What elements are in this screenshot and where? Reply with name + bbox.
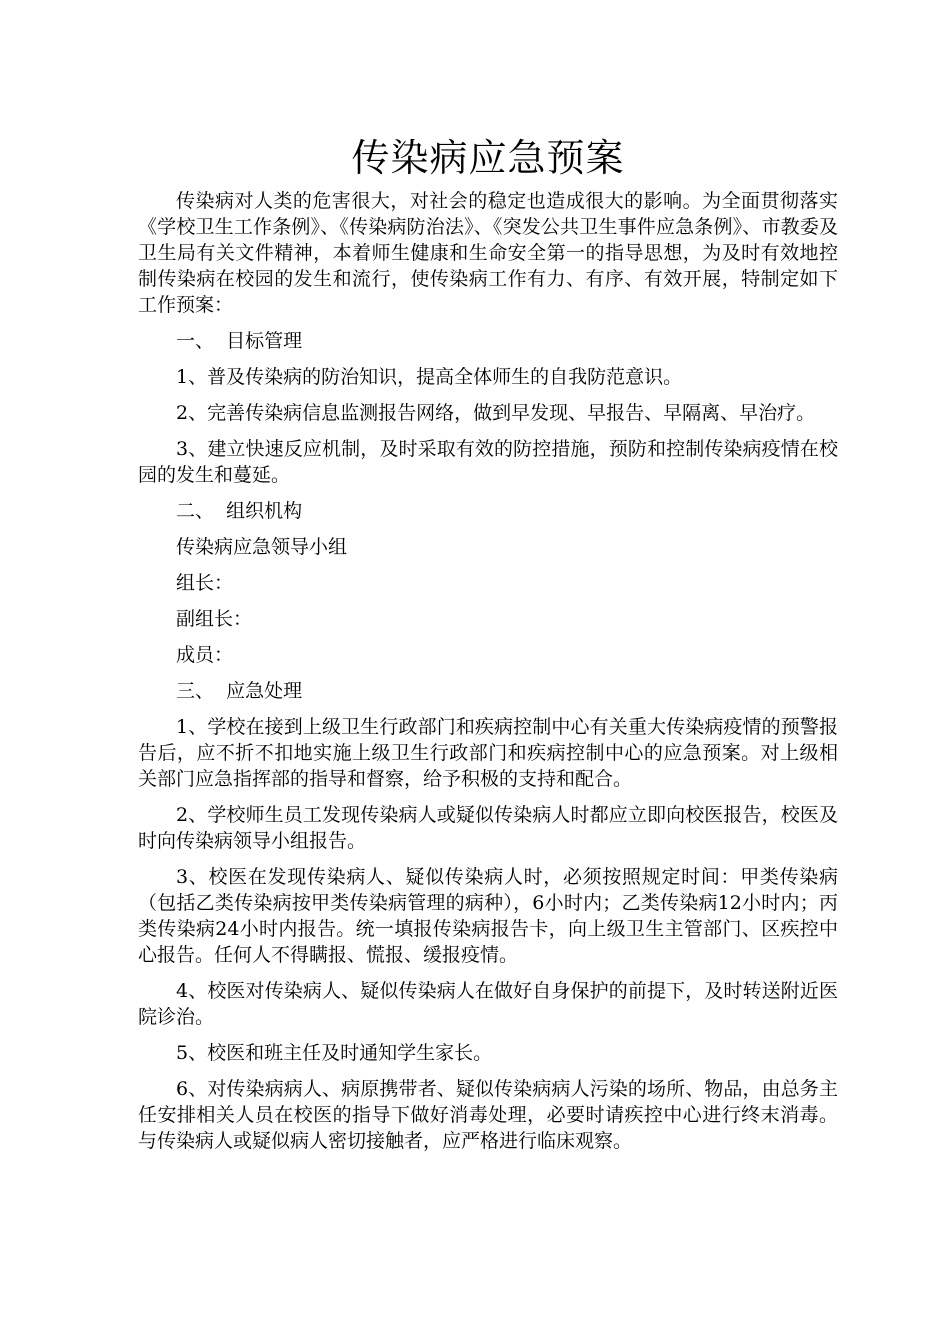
emergency-item-5: 5、校医和班主任及时通知学生家长。 [176,1042,493,1064]
deputy-leader-line: 副组长： [176,608,253,630]
intro-paragraph: 传染病对人类的危害很大，对社会的稳定也造成很大的影响。为全面贯彻落实《学校卫生工作条例》、《传染病防治法》、《突发公共卫生事件应急条例》、市教委及卫生局有关文件精神，本着师生健康和生命安全第一的指导思想，为及时有效地控制传染病在校园的发生和流行，使传染病工作有力、有序、有效开展，特制定如下工作预案： [138,190,838,316]
emergency-item-6: 6、对传染病病人、病原携带者、疑似传染病病人污染的场所、物品，由总务主任安排相关人员在校医的指导下做好消毒处理，必要时请疾控中心进行终末消毒。与传染病人或疑似病人密切接触者，应严格进行临床观察。 [138,1078,838,1152]
goal-item-2: 2、完善传染病信息监测报告网络，做到早发现、早报告、早隔离、早治疗。 [176,402,816,424]
group-leader-line: 组长： [176,572,234,594]
emergency-item-4: 4、校医对传染病人、疑似传染病人在做好自身保护的前提下，及时转送附近医院诊治。 [138,980,838,1028]
emergency-item-3: 3、校医在发现传染病人、疑似传染病人时，必须按照规定时间：甲类传染病（包括乙类传染病按甲类传染病管理的病种），6小时内；乙类传染病12小时内；丙类传染病24小时内报告。统一填报传染病报告卡，向上级卫生主管部门、区疾控中心报告。任何人不得瞒报、慌报、缓报疫情。 [138,866,838,966]
section-heading-emergency: 三、 应急处理 [176,680,303,702]
goal-item-3: 3、建立快速反应机制，及时采取有效的防控措施，预防和控制传染病疫情在校园的发生和蔓延。 [138,438,838,486]
section-heading-goals: 一、 目标管理 [176,330,303,352]
section-heading-organization: 二、 组织机构 [176,500,303,522]
document-body [138,128,838,1164]
leadership-group-name: 传染病应急领导小组 [176,536,348,558]
emergency-item-1: 1、学校在接到上级卫生行政部门和疾病控制中心有关重大传染病疫情的预警报告后，应不折不扣地实施上级卫生行政部门和疾病控制中心的应急预案。对上级相关部门应急指挥部的指导和督察，给予积极的支持和配合。 [138,716,838,790]
emergency-item-2: 2、学校师生员工发现传染病人或疑似传染病人时都应立即向校医报告，校医及时向传染病领导小组报告。 [138,804,838,852]
document-title: 传染病应急预案 [351,136,625,180]
goal-item-1: 1、普及传染病的防治知识，提高全体师生的自我防范意识。 [176,366,683,388]
members-line: 成员： [176,644,234,666]
